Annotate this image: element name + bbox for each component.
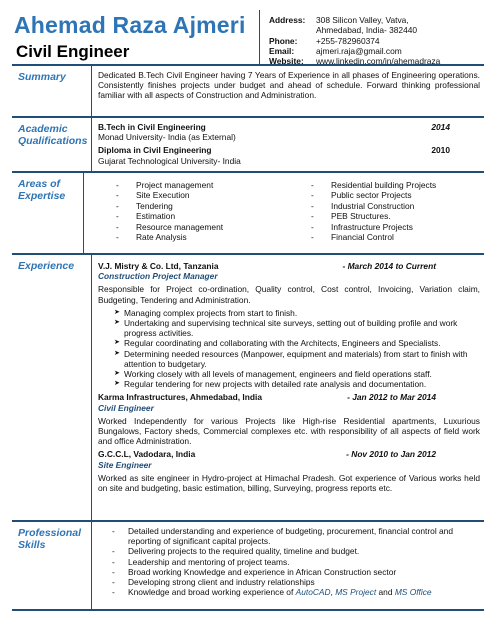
company-name: V.J. Mistry & Co. Ltd, Tanzania [98, 261, 219, 271]
section-body [92, 66, 484, 116]
job-role: Site Engineer [98, 459, 152, 470]
job-role: Civil Engineer [98, 402, 154, 413]
contact-address-row [269, 15, 486, 25]
list-item: - Leadership and mentoring of project teams. [112, 556, 290, 567]
job-description: Worked as site engineer in Hydro-project at Himachal Pradesh. Got experience of Various works held on site and budgeting, basic estimation, billing, Surveying, progress reports etc. [98, 472, 480, 494]
contact-label: Website: [269, 56, 304, 67]
job-entry [98, 261, 480, 389]
contact-block [269, 15, 486, 66]
job-bullets [114, 308, 480, 390]
section-body [92, 118, 484, 171]
section-body [92, 255, 484, 520]
resume-page [12, 10, 484, 611]
contact-address-row-2 [269, 25, 486, 35]
contact-value: +255-782960374 [316, 35, 380, 46]
list-item: ➤ Regular coordinating and collaborating with the Architects, Engineers and Specialists. [114, 338, 441, 349]
list-item: - Project management [116, 180, 214, 190]
list-item: - Industrial Construction [311, 200, 415, 211]
section-heading: Academic Qualifications [18, 123, 88, 147]
list-item: ➤ Working closely with all levels of management, engineers and field operations staff. [114, 369, 432, 380]
list-item: - Detailed understanding and experience of budgeting, procurement, financial control and reporting of significant capital projects. [112, 526, 453, 547]
contact-website-row [269, 56, 486, 66]
list-item: - Financial Control [311, 232, 394, 243]
header-divider [259, 10, 260, 66]
school-name: Gujarat Technological University- India [98, 155, 241, 166]
list-item: - Public sector Projects [311, 190, 412, 201]
summary-section [12, 66, 484, 118]
section-heading: Areas of Expertise [18, 178, 66, 202]
contact-website-link[interactable]: www.linkedin.com/in/ahemadraza [316, 56, 441, 67]
skills-list [98, 526, 480, 597]
list-item: - Infrastructure Projects [311, 221, 413, 232]
contact-value: 308 Silicon Valley, Vatva, [316, 15, 409, 25]
arrow-bullet-icon: ➤ [114, 339, 120, 347]
expertise-list-left [90, 180, 285, 242]
list-item: - Resource management [116, 221, 224, 232]
arrow-bullet-icon: ➤ [114, 349, 120, 357]
list-item: - Estimation [116, 211, 176, 222]
job-description: Worked Independently for various Projects like High-rise Residential apartments, Luxurious Bungalows, Factory sheds, Commercial complexes etc. with responsibility of all aspects of field work and office Administration. [98, 415, 480, 447]
summary-text: Dedicated B.Tech Civil Engineer having 7 Years of Experience in all phases of Engineering operations. Consistently finishes projects under budget and ahead of schedule. Forward thinking professional familiar with all aspects of Construction and Administration. [98, 70, 480, 101]
list-item: - Broad working Knowledge and experience in African Construction sector [112, 566, 397, 577]
contact-phone-row [269, 36, 486, 46]
degree-name: Diploma in Civil Engineering [98, 145, 212, 156]
list-item: - PEB Structures. [311, 211, 391, 222]
job-dates: - March 2014 to Current [342, 261, 436, 271]
company-name: G.C.C.L, Vadodara, India [98, 449, 196, 460]
contact-email-row [269, 46, 486, 56]
software-name: MS Project [335, 587, 377, 598]
software-name: MS Office [394, 587, 432, 598]
list-item: - Rate Analysis [116, 232, 187, 243]
arrow-bullet-icon: ➤ [114, 319, 120, 327]
contact-label [269, 25, 316, 35]
job-dates: - Jan 2012 to Mar 2014 [347, 392, 436, 403]
list-item: ➤ Managing complex projects from start to finish. [114, 307, 298, 318]
contact-label: Phone: [269, 35, 298, 46]
experience-section [12, 255, 484, 522]
academic-section [12, 118, 484, 173]
job-dates: - Nov 2010 to Jan 2012 [346, 449, 436, 460]
section-body [84, 173, 484, 253]
contact-label: Email: [269, 45, 295, 56]
arrow-bullet-icon: ➤ [114, 380, 120, 388]
resume-header [12, 10, 484, 66]
candidate-name: Ahemad Raza Ajmeri [14, 12, 246, 38]
job-description: Responsible for Project co-ordination, Quality control, Cost control, Invoicing, Variation claim, Budgeting, Tendering and Administration. [98, 284, 480, 305]
degree-year: 2014 [431, 122, 450, 132]
contact-email-link[interactable]: ajmeri.raja@gmail.com [316, 45, 402, 56]
section-heading: Experience [18, 260, 75, 272]
list-item: - Knowledge and broad working experience of AutoCAD, MS Project and MS Office [112, 587, 432, 598]
list-item: ➤ Regular tendering for new projects with detailed rate analysis and documentation. [114, 379, 427, 390]
section-body [92, 522, 484, 609]
expertise-list-right [285, 180, 480, 242]
section-sidebar [12, 255, 92, 520]
list-item: - Delivering projects to the required quality, timeline and budget. [112, 546, 360, 557]
list-item: - Site Execution [116, 190, 190, 201]
education-entry [98, 145, 480, 165]
arrow-bullet-icon: ➤ [114, 370, 120, 378]
list-item: - Developing strong client and industry relationships [112, 577, 315, 588]
expertise-section [12, 173, 484, 255]
degree-year: 2010 [431, 145, 450, 156]
list-item: - Tendering [116, 200, 173, 211]
candidate-title: Civil Engineer [16, 42, 130, 61]
section-heading: Summary [18, 71, 66, 83]
company-name: Karma Infrastructures, Ahmedabad, India [98, 392, 262, 403]
section-sidebar [12, 522, 92, 609]
list-item: ➤ Undertaking and supervising technical site surveys, setting out of building profile and work progress activities. [114, 318, 458, 339]
list-item: - Residential building Projects [311, 180, 437, 190]
school-name: Monad University- India (as External) [98, 132, 236, 143]
arrow-bullet-icon: ➤ [114, 308, 120, 316]
section-sidebar [12, 66, 92, 116]
software-name: AutoCAD [295, 587, 331, 598]
list-item: ➤ Determining needed resources (Manpower, equipment and materials) from start to finish with attention to budgetary. [114, 348, 468, 369]
contact-value: Ahmedabad, India- 382440 [316, 25, 418, 36]
contact-label: Address: [269, 15, 306, 25]
job-role: Construction Project Manager [98, 271, 218, 282]
section-sidebar [12, 173, 84, 253]
job-entry [98, 449, 480, 493]
section-sidebar [12, 118, 92, 171]
job-entry [98, 392, 480, 446]
section-heading: Professional Skills [18, 527, 82, 551]
professional-skills-section [12, 522, 484, 611]
degree-name: B.Tech in Civil Engineering [98, 122, 206, 132]
education-entry [98, 122, 480, 142]
